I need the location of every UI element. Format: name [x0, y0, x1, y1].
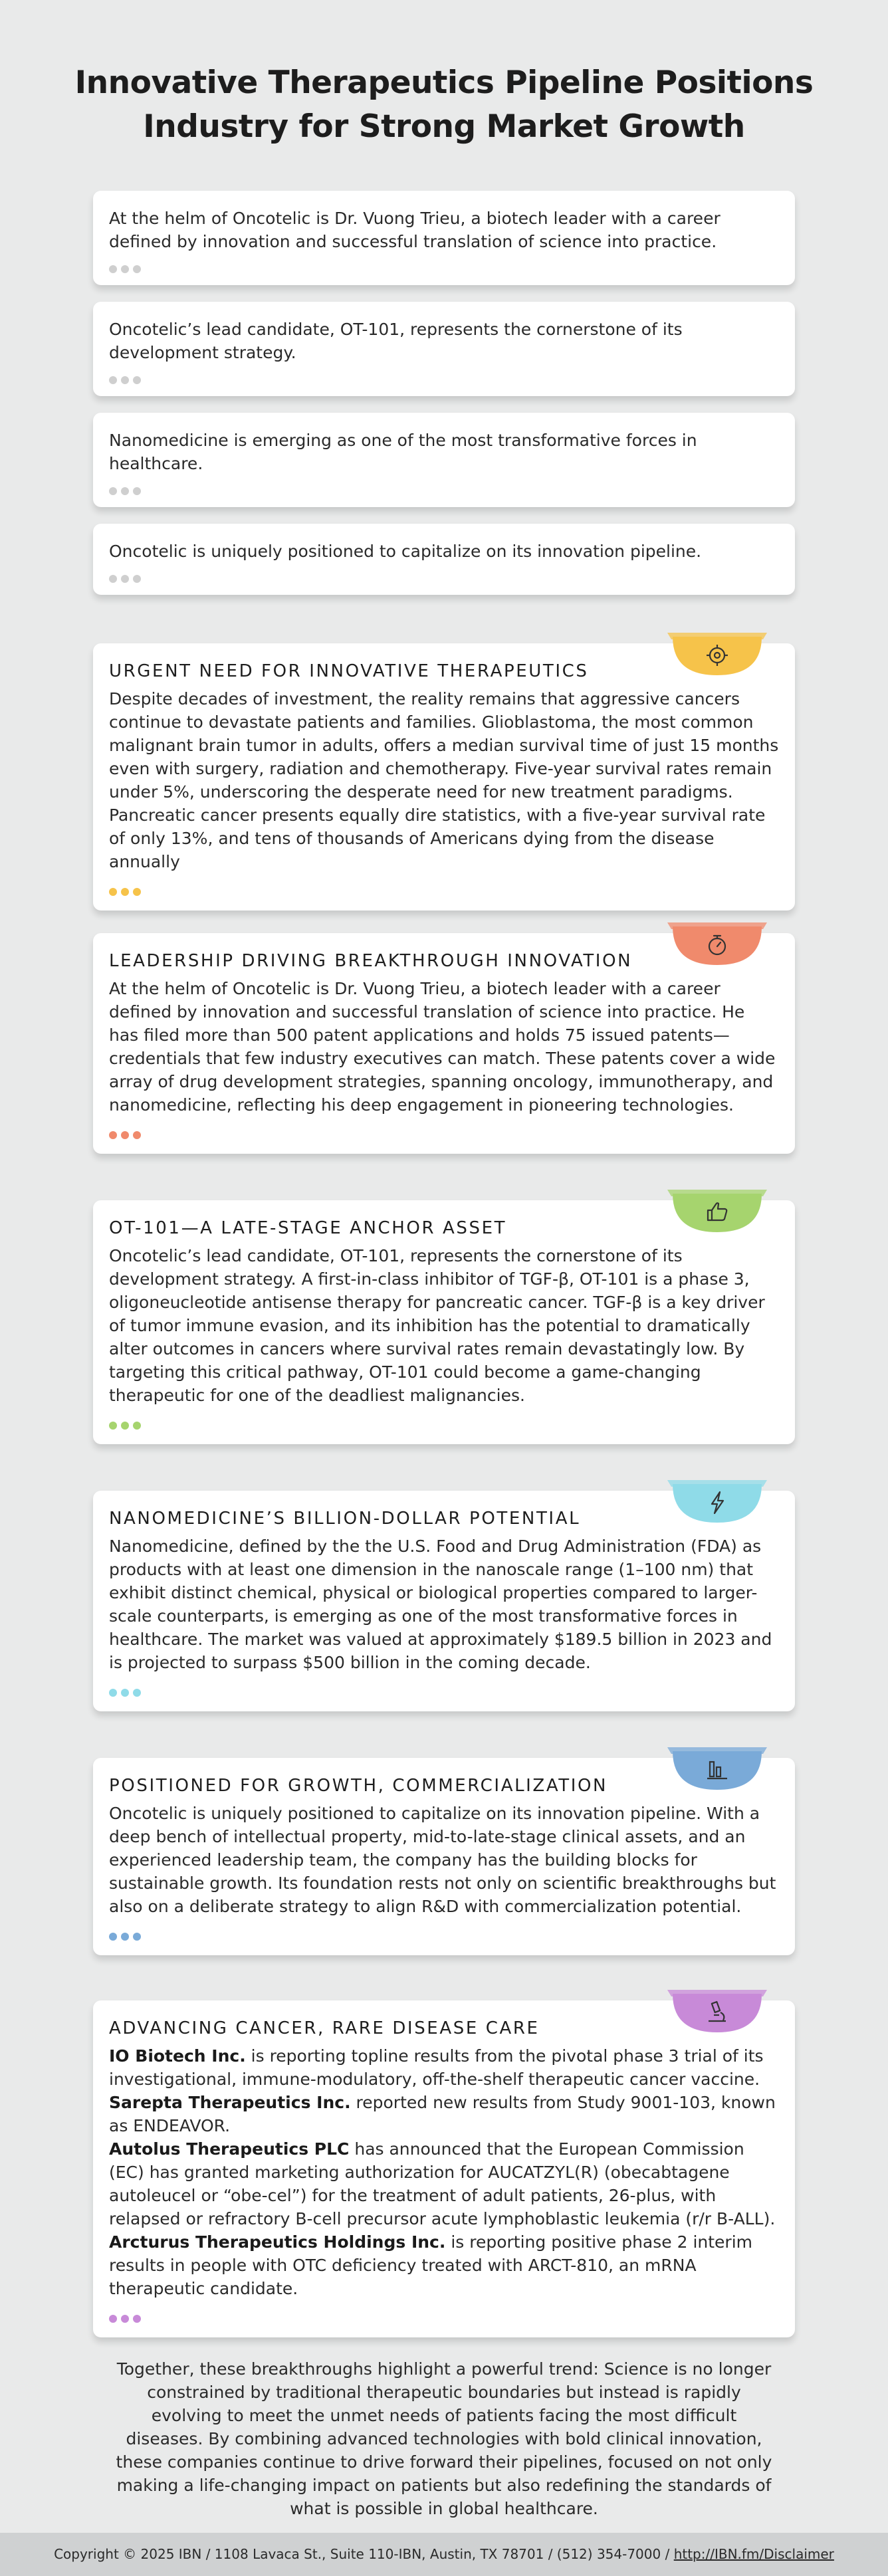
card-dots: [109, 265, 779, 273]
news-text: reported new results from Study 9001-103, known as ENDEAVOR.: [109, 2093, 776, 2135]
card-dots: [109, 1422, 779, 1430]
section-tab: [667, 1990, 767, 2032]
section-tab: [667, 1190, 767, 1232]
card-dots: [109, 888, 779, 896]
section-heading: ADVANCING CANCER, RARE DISEASE CARE: [109, 2018, 540, 2038]
summary-card: [93, 191, 795, 285]
summary-text: Nanomedicine is emerging as one of the most transformative forces in healthcare.: [109, 431, 697, 473]
section-body: At the helm of Oncotelic is Dr. Vuong Trieu, a biotech leader with a career defined by innovation and successful translation of science into practice. He has filed more than 500 patent applications and holds 75 issued patents—credentials that few industry executives can match. These patents cover a wide array of drug development strategies, spanning oncology, immunotherapy, and nanomedicine, reflecting his deep engagement in pioneering technologies.: [109, 979, 776, 1115]
section-tab: [667, 1747, 767, 1790]
company-name: Sarepta Therapeutics Inc.: [109, 2093, 351, 2112]
section-heading: LEADERSHIP DRIVING BREAKTHROUGH INNOVATION: [109, 951, 633, 971]
card-dots: [109, 487, 779, 495]
section-body: Oncotelic’s lead candidate, OT-101, represents the cornerstone of its development strategy. A first-in-class inhibitor of TGF-β, OT-101 is a phase 3, oligoneucleotide antisense therapy for pancreatic cancer. TGF-β is a key driver of tumor immune evasion, and its inhibition has the potential to dramatically alter outcomes in cancers where survival rates remain devastatingly low. By targeting this critical pathway, OT-101 could become a game-changing therapeutic for one of the deadliest malignancies.: [109, 1246, 765, 1405]
page-title-line-1: Innovative Therapeutics Pipeline Positions: [74, 64, 814, 101]
summary-text: Oncotelic is uniquely positioned to capitalize on its innovation pipeline.: [109, 542, 702, 561]
card-dots: [109, 1689, 779, 1697]
section-tab: [667, 922, 767, 965]
news-item: [109, 2044, 779, 2091]
news-text: is reporting positive phase 2 interim results in people with OTC deficiency treated with ARCT-810, an mRNA therapeutic candidate.: [109, 2232, 752, 2298]
footer-text: Copyright © 2025 IBN / 1108 Lavaca St., Suite 110-IBN, Austin, TX 78701 / (512) 354-7000 /: [54, 2546, 674, 2562]
section-advancing-care: [93, 2000, 795, 2337]
section-heading: URGENT NEED FOR INNOVATIVE THERAPEUTICS: [109, 661, 589, 681]
section-nanomedicine: [93, 1491, 795, 1711]
news-item: [109, 2091, 779, 2137]
section-body: Nanomedicine, defined by the the U.S. Food and Drug Administration (FDA) as products with at least one dimension in the nanoscale range (1–100 nm) that exhibit distinct chemical, physical or biological properties compared to larger-scale counterparts, is emerging as one of the most transformative forces in healthcare. The market was valued at approximately $189.5 billion in 2023 and is projected to surpass $500 billion in the coming decade.: [109, 1537, 772, 1672]
summary-card: [93, 302, 795, 396]
news-text: has announced that the European Commission (EC) has granted marketing authorization for AUCATZYL(R) (obecabtagene autoleucel or “obe-cel”) for the treatment of adult patients, 26-plus, with relapsed or refractory B-cell precursor acute lymphoblastic leukemia (r/r B-ALL).: [109, 2139, 776, 2228]
news-text: is reporting topline results from the pivotal phase 3 trial of its investigational, immune-modulatory, off-the-shelf therapeutic cancer vaccine.: [109, 2046, 764, 2089]
disclaimer-link[interactable]: http://IBN.fm/Disclaimer: [673, 2546, 834, 2562]
section-body: Oncotelic is uniquely positioned to capitalize on its innovation pipeline. With a deep bench of intellectual property, mid-to-late-stage clinical assets, and an experienced leadership team, the company has the building blocks for sustainable growth. Its foundation rests not only on scientific breakthroughs but also on a deliberate strategy to align R&D with commercialization potential.: [109, 1804, 776, 1916]
page-title-line-2: Industry for Strong Market Growth: [143, 108, 745, 145]
summary-card: [93, 524, 795, 595]
section-heading: POSITIONED FOR GROWTH, COMMERCIALIZATION: [109, 1776, 608, 1796]
section-ot-101: [93, 1200, 795, 1444]
section-tab: [667, 1480, 767, 1523]
section-body: Despite decades of investment, the reality remains that aggressive cancers continue to devastate patients and families. Glioblastoma, the most common malignant brain tumor in adults, offers a median survival time of just 15 months even with surgery, radiation and chemotherapy. Five-year survival rates remain under 5%, underscoring the desperate need for new treatment paradigms. Pancreatic cancer presents equally dire statistics, with a five-year survival rate of only 13%, and tens of thousands of Americans dying from the disease annually: [109, 689, 779, 871]
company-name: Arcturus Therapeutics Holdings Inc.: [109, 2232, 446, 2252]
page-title: [0, 0, 888, 149]
card-dots: [109, 376, 779, 384]
section-heading: OT-101—A LATE-STAGE ANCHOR ASSET: [109, 1218, 507, 1238]
card-dots: [109, 1131, 779, 1139]
section-heading: NANOMEDICINE’S BILLION-DOLLAR POTENTIAL: [109, 1509, 581, 1529]
card-dots: [109, 575, 779, 583]
section-positioned-for-growth: [93, 1758, 795, 1955]
company-name: IO Biotech Inc.: [109, 2046, 246, 2066]
section-body: [109, 2044, 779, 2300]
news-item: [109, 2137, 779, 2230]
summary-card: [93, 413, 795, 507]
footer: [0, 2533, 888, 2576]
card-dots: [109, 1933, 779, 1941]
company-name: Autolus Therapeutics PLC: [109, 2139, 350, 2159]
summary-text: Oncotelic’s lead candidate, OT-101, represents the cornerstone of its development strategy.: [109, 320, 683, 362]
news-item: [109, 2230, 779, 2300]
summary-text: At the helm of Oncotelic is Dr. Vuong Trieu, a biotech leader with a career defined by innovation and successful translation of science into practice.: [109, 209, 721, 251]
section-tab: [667, 633, 767, 675]
section-urgent-need: [93, 643, 795, 911]
closing-paragraph: Together, these breakthroughs highlight a powerful trend: Science is no longer constrained by traditional therapeutic boundaries but instead is rapidly evolving to meet the unmet needs of patients facing the most difficult diseases. By combining advanced technologies with bold clinical innovation, these companies continue to drive forward their pipelines, focused on not only making a life-changing impact on patients but also redefining the standards of what is possible in global healthcare.: [116, 2359, 772, 2518]
card-dots: [109, 2315, 779, 2323]
section-leadership: [93, 933, 795, 1154]
summary-list: [93, 191, 795, 611]
